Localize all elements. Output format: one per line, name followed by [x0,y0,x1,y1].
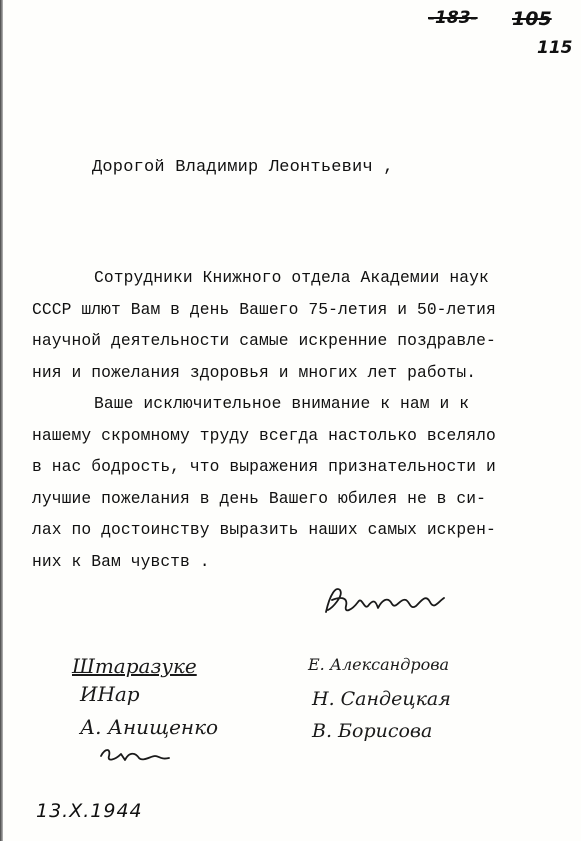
signature-sandetskaya: Н. Сандецкая [312,688,451,710]
body-line: ния и пожелания здоровья и многих лет работы. [32,362,477,382]
signature-left-2: ИНар [80,682,140,706]
greeting: Дорогой Владимир Леонтьевич , [92,158,394,177]
body-line: них к Вам чувств . [32,551,210,571]
body-line: нашему скромному труду всегда настолько вселяло [32,425,496,445]
struck-archive-number-2: 105 [512,8,552,30]
body-line: в нас бодрость, что выражения признательности и [32,457,496,476]
body-line: СССР шлют Вам в день Вашего 75-летия и 50-летия [32,299,496,319]
body-line: Ваше исключительное внимание к нам и к [94,394,470,413]
left-signature-scribble [95,742,175,766]
body-line: лах по достоинству выразить наших самых искрен- [32,520,496,539]
main-signature [318,580,458,625]
signature-borisova: В. Борисова [312,720,433,742]
struck-archive-number-1: -183- [428,8,478,28]
signature-left-1: Штаразуке [72,654,197,678]
letter-body [32,262,552,577]
body-line: лучшие пожелания в день Вашего юбилея не в си- [32,488,487,508]
body-line: научной деятельности самые искренние поздравле- [32,331,496,350]
scan-edge [0,0,3,841]
body-line: Сотрудники Книжного отдела Академии наук [94,268,489,287]
signature-left-3: А. Анищенко [80,715,219,739]
date: 13.Х.1944 [36,800,143,822]
signature-aleksandrova: Е. Александрова [308,655,450,674]
page-number: 115 [537,38,573,58]
